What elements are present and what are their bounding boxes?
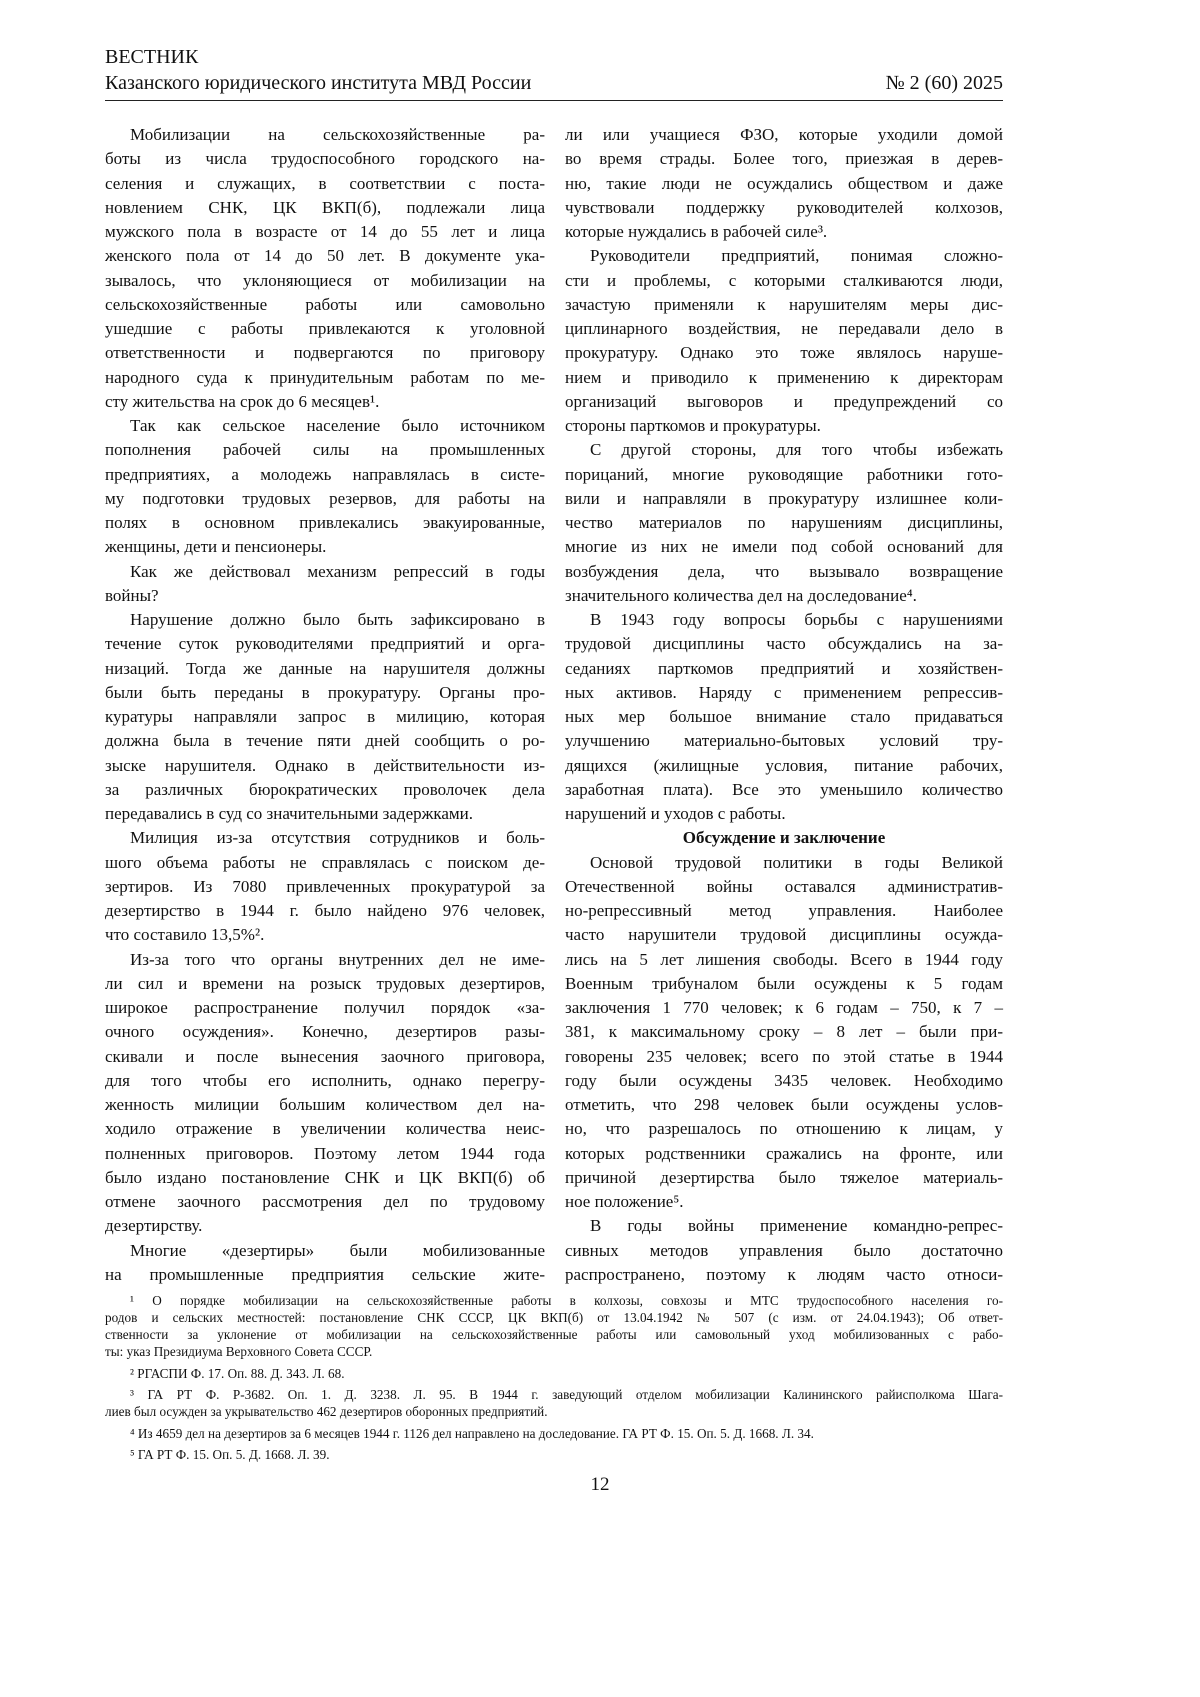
footnote-line: ⁵ ГА РТ Ф. 15. Оп. 5. Д. 1668. Л. 39. xyxy=(105,1446,1003,1463)
footnote-line: лиев был осужден за укрывательство 462 дезертиров оборонных предприятий. xyxy=(105,1403,1003,1420)
footnote xyxy=(105,1386,1003,1420)
text-line: Милиция из-за отсутствия сотрудников и боль- xyxy=(105,826,545,850)
footnote-line: ственности за уклонение от мобилизации на сельскохозяйственные работы или самовольный уход мобилизованных с рабо- xyxy=(105,1326,1003,1343)
right-column xyxy=(565,123,1003,1287)
text-line: Нарушение должно было быть зафиксировано в xyxy=(105,608,545,632)
text-line: возбуждения дела, что вызывало возвращение xyxy=(565,560,1003,584)
footnote-line: ты: указ Президиума Верховного Совета СССР. xyxy=(105,1343,1003,1360)
text-line: му подготовки трудовых резервов, для работы на xyxy=(105,487,545,511)
text-line: причиной дезертирства было тяжелое материаль- xyxy=(565,1166,1003,1190)
text-line: было издано постановление СНК и ЦК ВКП(б) об xyxy=(105,1166,545,1190)
text-line: С другой стороны, для того чтобы избежать xyxy=(565,438,1003,462)
text-line: дезертирству. xyxy=(105,1214,545,1238)
text-line: полненных приговоров. Поэтому летом 1944 года xyxy=(105,1142,545,1166)
text-line: Основой трудовой политики в годы Великой xyxy=(565,851,1003,875)
footnotes xyxy=(105,1292,1003,1463)
text-line: новлением СНК, ЦК ВКП(б), подлежали лица xyxy=(105,196,545,220)
section-heading: Обсуждение и заключение xyxy=(565,826,1003,850)
text-line: сти и проблемы, с которыми сталкиваются люди, xyxy=(565,269,1003,293)
text-line: Так как сельское население было источником xyxy=(105,414,545,438)
header-rule xyxy=(105,100,1003,101)
text-line: 381, к максимальному сроку – 8 лет – были при- xyxy=(565,1020,1003,1044)
text-line: куратуры направляли запрос в милицию, которая xyxy=(105,705,545,729)
text-line: распространено, поэтому к людям часто относи- xyxy=(565,1263,1003,1287)
text-line: зертиров. Из 7080 привлеченных прокуратурой за xyxy=(105,875,545,899)
paragraph xyxy=(105,608,545,826)
text-line: сту жительства на срок до 6 месяцев¹. xyxy=(105,390,545,414)
paragraph xyxy=(565,244,1003,438)
text-line: говорены 235 человек; всего по этой статье в 1944 xyxy=(565,1045,1003,1069)
text-line: чество материалов по нарушениям дисциплины, xyxy=(565,511,1003,535)
text-line: ушедшие с работы привлекаются к уголовной xyxy=(105,317,545,341)
journal-title: ВЕСТНИК xyxy=(105,44,1003,70)
text-line: ходило отражение в увеличении количества неис- xyxy=(105,1117,545,1141)
text-line: циплинарного воздействия, не передавали дело в xyxy=(565,317,1003,341)
text-line: ответственности и подвергаются по приговору xyxy=(105,341,545,365)
footnote-line: ³ ГА РТ Ф. Р-3682. Оп. 1. Д. 3238. Л. 95. В 1944 г. заведующий отделом мобилизации Калининского райисполкома Шага- xyxy=(105,1386,1003,1403)
text-line: зыске нарушителя. Однако в действительности из- xyxy=(105,754,545,778)
text-line: пополнения рабочей силы на промышленных xyxy=(105,438,545,462)
text-line: на промышленные предприятия сельские жите- xyxy=(105,1263,545,1287)
paragraph xyxy=(565,123,1003,244)
text-line: ню, такие люди не осуждались обществом и даже xyxy=(565,172,1003,196)
text-line: году были осуждены 3435 человек. Необходимо xyxy=(565,1069,1003,1093)
text-line: улучшению материально-бытовых условий тру- xyxy=(565,729,1003,753)
footnote-line: ⁴ Из 4659 дел на дезертиров за 6 месяцев 1944 г. 1126 дел направлено на доследование. ГА РТ Ф. 15. Оп. 5. Д. 1668. Л. 34. xyxy=(105,1425,1003,1442)
paragraph xyxy=(565,438,1003,608)
text-line: что составило 13,5%². xyxy=(105,923,545,947)
text-line: многие из них не имели под собой оснований для xyxy=(565,535,1003,559)
paragraph xyxy=(105,123,545,414)
text-line: которые нуждались в рабочей силе³. xyxy=(565,220,1003,244)
text-line: прокуратуру. Однако это тоже являлось наруше- xyxy=(565,341,1003,365)
text-line: предприятиях, а молодежь направлялась в систе- xyxy=(105,463,545,487)
text-line: шого объема работы не справлялась с поиском де- xyxy=(105,851,545,875)
running-header xyxy=(105,44,1003,96)
journal-subtitle: Казанского юридического института МВД России xyxy=(105,70,531,96)
footnote xyxy=(105,1292,1003,1360)
text-line: женщины, дети и пенсионеры. xyxy=(105,535,545,559)
text-line: очного осуждения». Конечно, дезертиров разы- xyxy=(105,1020,545,1044)
text-line: Многие «дезертиры» были мобилизованные xyxy=(105,1239,545,1263)
text-line: Из-за того что органы внутренних дел не име- xyxy=(105,948,545,972)
footnote-line: родов и сельских местностей: постановление СНК СССР, ЦК ВКП(б) от 13.04.1942 № 507 (с изм. от 24.04.1943); Об ответ- xyxy=(105,1309,1003,1326)
text-line: порицаний, многие руководящие работники гото- xyxy=(565,463,1003,487)
text-line: заработная плата). Все это уменьшило количество xyxy=(565,778,1003,802)
text-line: дящихся (жилищные условия, питание рабочих, xyxy=(565,754,1003,778)
text-line: передавались в суд со значительными задержками. xyxy=(105,802,545,826)
text-line: организаций выговоров и предупреждений со xyxy=(565,390,1003,414)
text-line: Отечественной войны оставался административ- xyxy=(565,875,1003,899)
text-line: были быть переданы в прокуратуру. Органы про- xyxy=(105,681,545,705)
text-line: вили и направляли в прокуратуру излишнее коли- xyxy=(565,487,1003,511)
text-line: селения и служащих, в соответствии с поста- xyxy=(105,172,545,196)
text-line: мужского пола в возрасте от 14 до 55 лет и лица xyxy=(105,220,545,244)
footnote-line: ² РГАСПИ Ф. 17. Оп. 88. Д. 343. Л. 68. xyxy=(105,1365,1003,1382)
text-line: Как же действовал механизм репрессий в годы xyxy=(105,560,545,584)
text-line: сельскохозяйственные работы или самовольно xyxy=(105,293,545,317)
text-line: ли или учащиеся ФЗО, которые уходили домой xyxy=(565,123,1003,147)
text-line: лись на 5 лет лишения свободы. Всего в 1944 году xyxy=(565,948,1003,972)
text-line: Военным трибуналом были осуждены к 5 годам xyxy=(565,972,1003,996)
paragraph xyxy=(565,1214,1003,1287)
text-line: женского пола от 14 до 50 лет. В документе ука- xyxy=(105,244,545,268)
text-line: народного суда к принудительным работам по ме- xyxy=(105,366,545,390)
text-line: но, что разрешалось по отношению к лицам, у xyxy=(565,1117,1003,1141)
paragraph xyxy=(105,1239,545,1288)
paragraph xyxy=(565,851,1003,1215)
text-line: во время страды. Более того, приезжая в дерев- xyxy=(565,147,1003,171)
text-line: женность милиции большим количеством дел на- xyxy=(105,1093,545,1117)
text-line: отмене заочного рассмотрения дел по трудовому xyxy=(105,1190,545,1214)
text-line: Руководители предприятий, понимая сложно- xyxy=(565,244,1003,268)
text-line: сивных методов управления было достаточно xyxy=(565,1239,1003,1263)
page-number: 12 xyxy=(0,1474,1200,1496)
footnote xyxy=(105,1365,1003,1382)
text-line: В 1943 году вопросы борьбы с нарушениями xyxy=(565,608,1003,632)
text-line: чувствовали поддержку руководителей колхозов, xyxy=(565,196,1003,220)
text-line: полях в основном привлекались эвакуированные, xyxy=(105,511,545,535)
text-line: боты из числа трудоспособного городского на- xyxy=(105,147,545,171)
paragraph xyxy=(565,608,1003,826)
paragraph xyxy=(105,948,545,1239)
text-line: В годы войны применение командно-репрес- xyxy=(565,1214,1003,1238)
footnote xyxy=(105,1425,1003,1442)
text-line: ное положение⁵. xyxy=(565,1190,1003,1214)
text-line: седаниях парткомов предприятий и хозяйствен- xyxy=(565,657,1003,681)
text-line: значительного количества дел на доследование⁴. xyxy=(565,584,1003,608)
text-line: за различных бюрократических проволочек дела xyxy=(105,778,545,802)
text-line: ных мер большое внимание стало придаваться xyxy=(565,705,1003,729)
text-line: низаций. Тогда же данные на нарушителя должны xyxy=(105,657,545,681)
text-line: зывалось, что уклоняющиеся от мобилизации на xyxy=(105,269,545,293)
text-line: дезертирство в 1944 г. было найдено 976 человек, xyxy=(105,899,545,923)
text-line: заключения 1 770 человек; к 6 годам – 750, к 7 – xyxy=(565,996,1003,1020)
issue-number: № 2 (60) 2025 xyxy=(886,70,1003,96)
text-line: течение суток руководителями предприятий и орга- xyxy=(105,632,545,656)
text-line: скивали и после вынесения заочного приговора, xyxy=(105,1045,545,1069)
paragraph xyxy=(105,414,545,560)
text-line: ли сил и времени на розыск трудовых дезертиров, xyxy=(105,972,545,996)
footnote-line: ¹ О порядке мобилизации на сельскохозяйственные работы в колхозы, совхозы и МТС трудоспособного населения го- xyxy=(105,1292,1003,1309)
paragraph xyxy=(105,826,545,947)
text-line: Мобилизации на сельскохозяйственные ра- xyxy=(105,123,545,147)
text-line: отметить, что 298 человек были осуждены услов- xyxy=(565,1093,1003,1117)
text-line: которых родственники сражались на фронте, или xyxy=(565,1142,1003,1166)
text-line: стороны парткомов и прокуратуры. xyxy=(565,414,1003,438)
text-line: нарушений и уходов с работы. xyxy=(565,802,1003,826)
text-line: нием и приводило к применению к директорам xyxy=(565,366,1003,390)
left-column xyxy=(105,123,545,1287)
text-line: войны? xyxy=(105,584,545,608)
text-line: широкое распространение получил порядок «за- xyxy=(105,996,545,1020)
text-line: но-репрессивный метод управления. Наиболее xyxy=(565,899,1003,923)
footnote xyxy=(105,1446,1003,1463)
paragraph xyxy=(105,560,545,609)
text-line: ных активов. Наряду с применением репрессив- xyxy=(565,681,1003,705)
text-line: трудовой дисциплины часто обсуждались на за- xyxy=(565,632,1003,656)
text-line: часто нарушители трудовой дисциплины осужда- xyxy=(565,923,1003,947)
text-line: для того чтобы его исполнить, однако перегру- xyxy=(105,1069,545,1093)
text-line: должна была в течение пяти дней сообщить о ро- xyxy=(105,729,545,753)
text-line: зачастую применяли к нарушителям меры дис- xyxy=(565,293,1003,317)
